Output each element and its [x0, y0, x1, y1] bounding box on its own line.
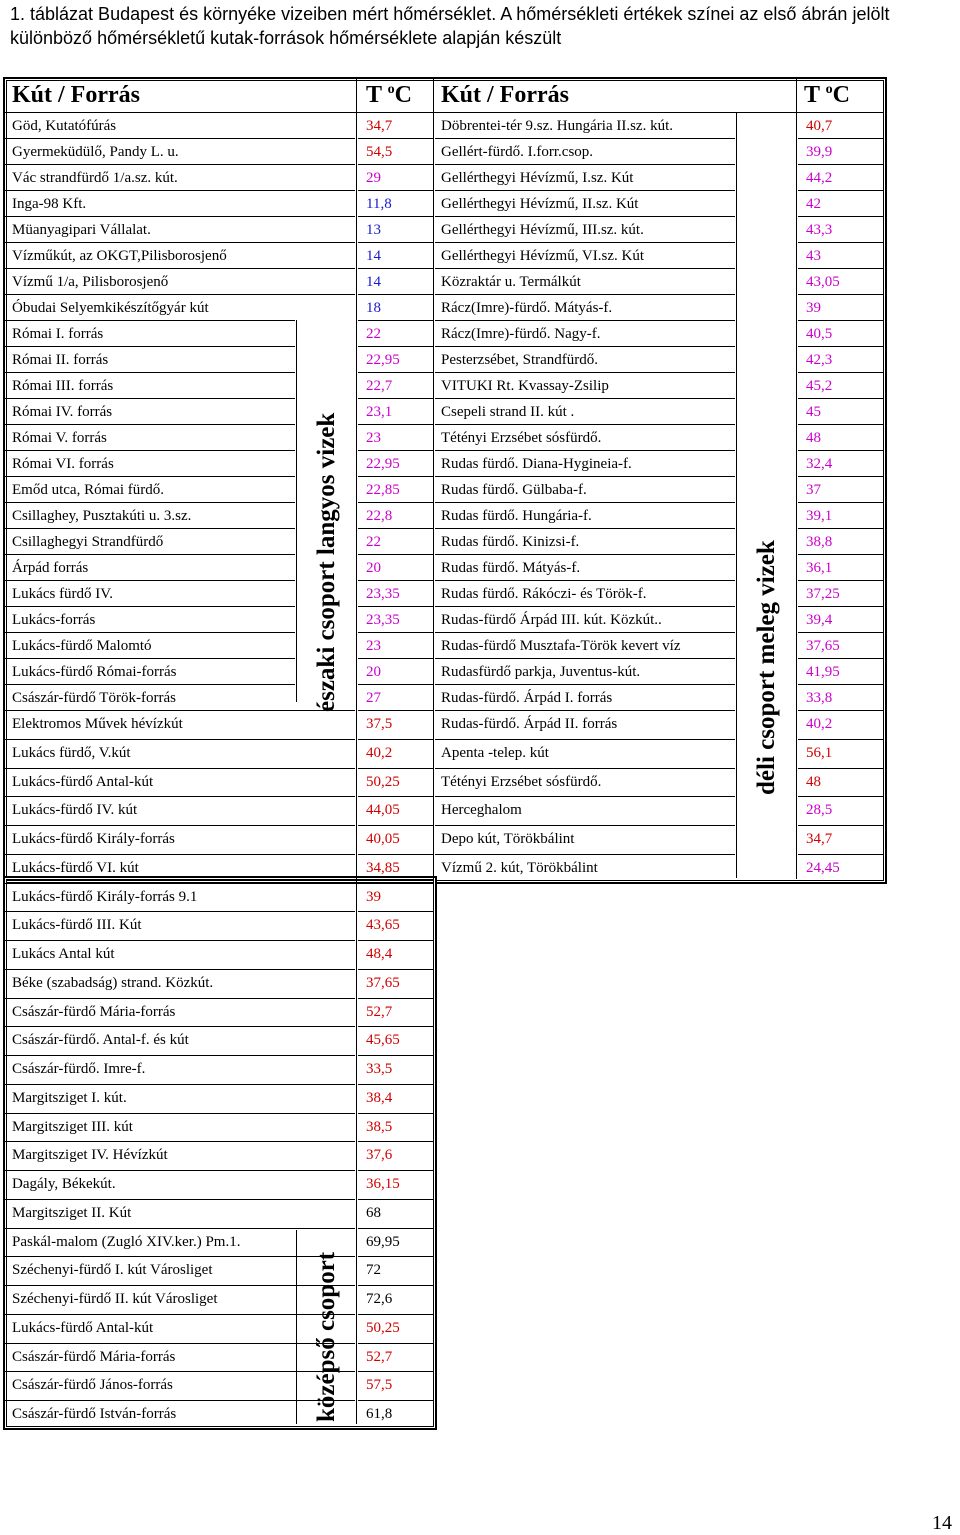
header-col-name-left: Kút / Forrás	[12, 82, 140, 108]
left-row-name: Széchenyi-fürdő II. kút Városliget	[12, 1291, 218, 1307]
left-row-temp: 27	[366, 690, 381, 706]
left-row-temp: 50,25	[366, 1319, 400, 1336]
right-row-name: Gellérthegyi Hévízmű, III.sz. kút.	[441, 222, 644, 238]
left-row-temp: 14	[366, 274, 381, 290]
left-row-temp: 45,65	[366, 1032, 400, 1049]
left-row-name: Lukács-fürdő III. Kút	[12, 917, 142, 934]
left-row-temp: 34,85	[366, 859, 400, 876]
right-row-temp: 39	[806, 300, 821, 316]
column-divider	[736, 112, 737, 878]
right-row-temp: 37,25	[806, 586, 840, 602]
left-row-temp: 37,6	[366, 1147, 393, 1164]
right-row-name: Gellérthegyi Hévízmű, II.sz. Kút	[441, 196, 639, 212]
right-row-temp: 36,1	[806, 560, 833, 576]
right-row-name: Rudasfürdő parkja, Juventus-kút.	[441, 664, 641, 680]
left-row-temp: 61,8	[366, 1406, 393, 1422]
right-row-temp: 32,4	[806, 456, 833, 472]
left-row-name: Lukács Antal kút	[12, 946, 115, 962]
right-row-temp: 43,05	[806, 274, 840, 290]
left-row-temp: 22	[366, 326, 381, 342]
left-row-name: Császár-fürdő János-forrás	[12, 1377, 173, 1394]
right-row-name: Rudas-fürdő Árpád III. kút. Közkút..	[441, 612, 662, 628]
header-col-name-right: Kút / Forrás	[441, 82, 569, 108]
left-row-temp: 22,8	[366, 508, 393, 524]
right-row-temp: 42	[806, 196, 821, 212]
left-row-temp: 14	[366, 248, 381, 264]
page-number: 14	[932, 1512, 952, 1534]
left-row-name: Lukács-forrás	[12, 612, 96, 628]
left-row-name: Vízmű 1/a, Pilisborosjenő	[12, 274, 169, 290]
right-row-temp: 24,45	[806, 859, 840, 876]
left-row-temp: 23	[366, 430, 381, 446]
right-row-name: Rudas-fürdő. Árpád I. forrás	[441, 690, 613, 706]
left-row-temp: 13	[366, 222, 381, 238]
left-row-temp: 22,95	[366, 456, 400, 472]
left-row-temp: 44,05	[366, 802, 400, 819]
left-row-name: Római I. forrás	[12, 326, 104, 342]
left-row-name: Császár-fürdő. Imre-f.	[12, 1061, 146, 1077]
left-row-name: Müanyagipari Vállalat.	[12, 222, 151, 238]
right-row-name: Tétényi Erzsébet sósfürdő.	[441, 430, 602, 446]
left-row-temp: 33,5	[366, 1061, 393, 1077]
left-row-name: Császár-fürdő. Antal-f. és kút	[12, 1032, 189, 1049]
left-row-temp: 69,95	[366, 1233, 400, 1250]
right-row-temp: 38,8	[806, 534, 833, 550]
left-row-temp: 20	[366, 560, 381, 576]
column-divider	[356, 79, 357, 1424]
left-row-name: Császár-fürdő István-forrás	[12, 1406, 177, 1422]
left-row-temp: 39	[366, 888, 381, 905]
left-row-name: Árpád forrás	[12, 560, 89, 576]
group-divider	[296, 320, 297, 702]
table-caption: 1. táblázat Budapest és környéke vizeiben mért hőmérséklet. A hőmérsékleti értékek színei az első ábrán jelölt különböző hőmérsékletű kutak-források hőmérséklete alapján készült	[10, 4, 890, 48]
left-row-temp: 48,4	[366, 946, 393, 962]
left-row-temp: 20	[366, 664, 381, 680]
left-row-temp: 22,95	[366, 352, 400, 368]
right-row-temp: 45	[806, 404, 821, 420]
left-row-temp: 52,7	[366, 1348, 393, 1365]
right-row-temp: 56,1	[806, 744, 833, 761]
right-row-name: Gellérthegyi Hévízmű, VI.sz. Kút	[441, 248, 645, 264]
right-row-name: Pesterzsébet, Strandfürdő.	[441, 352, 599, 368]
right-row-name: Rudas-fürdő Musztafa-Török kevert víz	[441, 638, 681, 654]
left-row-name: Óbudai Selyemkikészítőgyár kút	[12, 300, 209, 316]
left-row-name: Lukács-fürdő VI. kút	[12, 859, 139, 876]
left-row-name: Göd, Kutatófúrás	[12, 118, 117, 134]
right-row-name: Rudas fürdő. Kinizsi-f.	[441, 534, 580, 550]
right-row-temp: 40,7	[806, 118, 833, 134]
left-row-name: Vác strandfürdő 1/a.sz. kút.	[12, 170, 178, 186]
left-row-name: Margitsziget III. kút	[12, 1118, 133, 1135]
header-col-temp-right: T $^o$C	[804, 82, 850, 108]
left-row-temp: 40,2	[366, 744, 393, 761]
right-row-name: Rudas-fürdő. Árpád II. forrás	[441, 716, 618, 732]
left-row-temp: 23	[366, 638, 381, 654]
left-row-name: Vízműkút, az OKGT,Pilisborosjenő	[12, 248, 227, 264]
left-row-name: Lukács-fürdő Római-forrás	[12, 664, 177, 680]
left-row-name: Széchenyi-fürdő I. kút Városliget	[12, 1262, 213, 1279]
left-row-temp: 72	[366, 1262, 381, 1279]
right-row-temp: 48	[806, 773, 821, 790]
right-row-temp: 48	[806, 430, 821, 446]
right-row-name: Csepeli strand II. kút .	[441, 404, 575, 420]
right-row-name: Rudas fürdő. Rákóczi- és Török-f.	[441, 586, 647, 602]
left-row-name: Margitsziget IV. Hévízkút	[12, 1147, 168, 1164]
right-row-name: Tétényi Erzsébet sósfürdő.	[441, 773, 602, 790]
right-row-name: Herceghalom	[441, 802, 522, 819]
left-row-name: Margitsziget I. kút.	[12, 1089, 127, 1106]
left-row-temp: 23,1	[366, 404, 393, 420]
left-row-name: Római II. forrás	[12, 352, 109, 368]
left-row-name: Emőd utca, Római fürdő.	[12, 482, 165, 498]
column-divider	[796, 79, 797, 879]
left-row-name: Csillaghey, Pusztakúti u. 3.sz.	[12, 508, 192, 524]
right-row-name: Döbrentei-tér 9.sz. Hungária II.sz. kút.	[441, 118, 674, 134]
left-row-name: Dagály, Békekút.	[12, 1176, 116, 1192]
group-label-south: déli csoport meleg vizek	[753, 540, 780, 795]
left-row-temp: 18	[366, 300, 381, 316]
left-row-temp: 36,15	[366, 1176, 400, 1192]
right-row-temp: 43,3	[806, 222, 833, 238]
left-row-temp: 11,8	[366, 196, 392, 212]
right-row-name: Gellérthegyi Hévízmű, I.sz. Kút	[441, 170, 634, 186]
right-row-name: Közraktár u. Termálkút	[441, 274, 581, 290]
column-divider	[433, 79, 434, 879]
left-row-name: Elektromos Művek hévízkút	[12, 716, 183, 732]
left-row-temp: 29	[366, 170, 381, 186]
left-row-temp: 37,65	[366, 974, 400, 991]
group-label-north: északi csoport langyos vizek	[313, 412, 340, 712]
left-row-name: Lukács fürdő, V.kút	[12, 744, 131, 761]
header-col-temp-left: T $^o$C	[366, 82, 412, 108]
left-row-name: Római IV. forrás	[12, 404, 113, 420]
left-row-name: Gyermeküdülő, Pandy L. u.	[12, 144, 179, 160]
right-row-temp: 28,5	[806, 802, 833, 819]
right-row-name: VITUKI Rt. Kvassay-Zsilip	[441, 378, 609, 394]
group-label-central: középső csoport	[313, 1251, 340, 1422]
left-row-name: Római V. forrás	[12, 430, 107, 446]
group-divider	[296, 1230, 297, 1424]
left-row-temp: 68	[366, 1204, 381, 1221]
left-row-temp: 22,85	[366, 482, 400, 498]
right-row-temp: 39,1	[806, 508, 833, 524]
right-row-name: Rudas fürdő. Hungária-f.	[441, 508, 592, 524]
right-row-temp: 40,2	[806, 716, 833, 732]
left-row-temp: 54,5	[366, 144, 393, 160]
left-row-name: Császár-fürdő Mária-forrás	[12, 1348, 176, 1365]
left-row-temp: 38,5	[366, 1118, 393, 1135]
left-row-name: Lukács-fürdő Antal-kút	[12, 1319, 154, 1336]
left-row-temp: 57,5	[366, 1377, 393, 1394]
right-row-temp: 40,5	[806, 326, 833, 342]
left-row-name: Római VI. forrás	[12, 456, 114, 472]
right-row-temp: 45,2	[806, 378, 833, 394]
left-row-name: Császár-fürdő Török-forrás	[12, 690, 176, 706]
left-row-name: Csillaghegyi Strandfürdő	[12, 534, 164, 550]
right-row-temp: 33,8	[806, 690, 833, 706]
left-row-temp: 40,05	[366, 831, 400, 847]
right-row-name: Gellért-fürdő. I.forr.csop.	[441, 144, 594, 160]
left-row-name: Paskál-malom (Zugló XIV.ker.) Pm.1.	[12, 1233, 241, 1250]
right-row-name: Rácz(Imre)-fürdő. Nagy-f.	[441, 326, 601, 342]
right-row-name: Rudas fürdő. Diana-Hygineia-f.	[441, 456, 632, 472]
left-row-name: Margitsziget II. Kút	[12, 1204, 132, 1221]
left-row-name: Lukács-fürdő Malomtó	[12, 638, 152, 654]
right-row-temp: 43	[806, 248, 821, 264]
left-row-name: Lukács-fürdő Király-forrás 9.1	[12, 888, 198, 905]
left-row-temp: 37,5	[366, 716, 393, 732]
left-row-temp: 23,35	[366, 612, 400, 628]
left-row-temp: 38,4	[366, 1089, 393, 1106]
left-row-temp: 52,7	[366, 1003, 393, 1020]
left-row-temp: 72,6	[366, 1291, 393, 1307]
left-row-name: Lukács fürdő IV.	[12, 586, 113, 602]
left-row-name: Lukács-fürdő Antal-kút	[12, 773, 154, 790]
left-row-name: Császár-fürdő Mária-forrás	[12, 1003, 176, 1020]
left-row-temp: 43,65	[366, 917, 400, 934]
left-row-temp: 34,7	[366, 118, 393, 134]
left-row-name: Béke (szabadság) strand. Közkút.	[12, 974, 214, 991]
left-row-name: Lukács-fürdő IV. kút	[12, 802, 138, 819]
left-row-temp: 22	[366, 534, 381, 550]
left-row-name: Római III. forrás	[12, 378, 114, 394]
right-row-name: Rudas fürdő. Gülbaba-f.	[441, 482, 587, 498]
left-row-name: Lukács-fürdő Király-forrás	[12, 831, 175, 847]
left-row-temp: 50,25	[366, 773, 400, 790]
right-row-name: Depo kút, Törökbálint	[441, 831, 575, 847]
right-row-temp: 39,9	[806, 144, 833, 160]
right-row-temp: 34,7	[806, 831, 833, 847]
right-row-temp: 41,95	[806, 664, 840, 680]
right-row-temp: 39,4	[806, 612, 833, 628]
left-row-temp: 23,35	[366, 586, 400, 602]
right-row-temp: 37,65	[806, 638, 840, 654]
right-row-name: Vízmű 2. kút, Törökbálint	[441, 859, 598, 876]
right-row-name: Rácz(Imre)-fürdő. Mátyás-f.	[441, 300, 613, 316]
right-row-name: Rudas fürdő. Mátyás-f.	[441, 560, 581, 576]
left-row-name: Inga-98 Kft.	[12, 196, 87, 212]
right-row-temp: 44,2	[806, 170, 833, 186]
right-row-name: Apenta -telep. kút	[441, 744, 549, 761]
right-row-temp: 42,3	[806, 352, 833, 368]
right-row-temp: 37	[806, 482, 821, 498]
left-row-temp: 22,7	[366, 378, 393, 394]
